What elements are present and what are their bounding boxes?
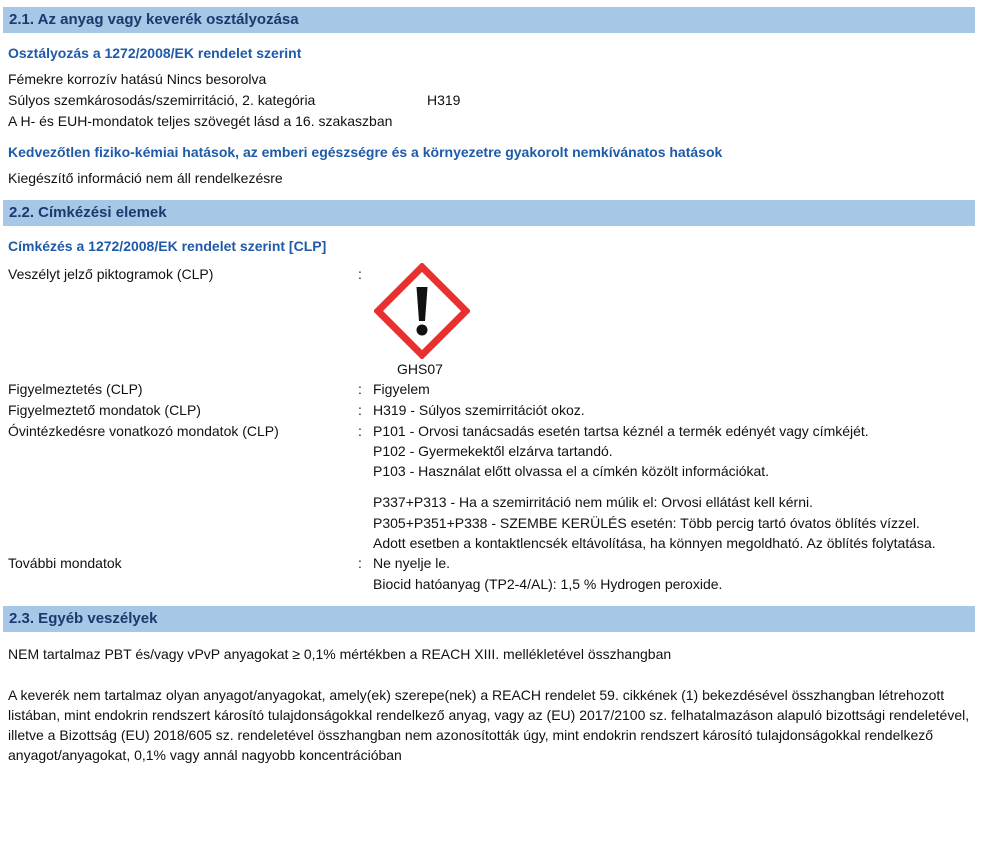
additional-statement-1: Ne nyelje le. [373, 555, 451, 571]
endocrine-statement: A keverék nem tartalmaz olyan anyagot/anyagokat, amely(ek) szerepe(nek) a REACH rendelet 59. cikkének (1) bekezdésével összhangban létrehozott listában, mint endokrin rendszert károsító tulajdonságokkal rendelkező anyag, vagy az (EU) 2017/2100 sz. felhatalmazáson alapuló bizottsági rendeletével, illetve a Bizottság (EU) 2018/605 sz. rendeletével összhangban nem azonosították úgy, mint endokrin rendszert károsító tulajdonságokkal rendelkező anyagot/anyagokat, 0,1% vagy annál nagyobb koncentrációban [8, 687, 970, 763]
page-edge-marker [993, 592, 999, 598]
exclamation-icon [374, 263, 470, 359]
colon: : [358, 423, 362, 439]
signal-word-value: Figyelem [373, 381, 430, 397]
section-2-2-header: 2.2. Címkézési elemek [3, 200, 975, 226]
colon: : [358, 402, 362, 418]
additional-statements-label: További mondatok [8, 555, 122, 571]
section-2-3-header: 2.3. Egyéb veszélyek [3, 606, 975, 632]
classification-hcode: H319 [427, 92, 461, 108]
classification-line-see-16: A H- és EUH-mondatok teljes szövegét lásd a 16. szakaszban [8, 113, 393, 129]
colon: : [358, 555, 362, 571]
precaution-p101: P101 - Orvosi tanácsadás esetén tartsa kéznél a termék edényét vagy címkéjét. [373, 423, 869, 439]
precautionary-statements-label: Óvintézkedésre vonatkozó mondatok (CLP) [8, 423, 279, 439]
precaution-p102: P102 - Gyermekektől elzárva tartandó. [373, 443, 613, 459]
additional-statement-2: Biocid hatóanyag (TP2-4/AL): 1,5 % Hydrogen peroxide. [373, 576, 723, 592]
labelling-subheading: Címkézés a 1272/2008/EK rendelet szerint [CLP] [8, 238, 327, 254]
classification-line-corrosive: Fémekre korrozív hatású Nincs besorolva [8, 71, 267, 87]
section-2-1-header: 2.1. Az anyag vagy keverék osztályozása [3, 7, 975, 33]
adverse-effects-subheading: Kedvezőtlen fiziko-kémiai hatások, az emberi egészségre és a környezetre gyakorolt nemkívánatos hatások [8, 144, 723, 160]
classification-subheading: Osztályozás a 1272/2008/EK rendelet szerint [8, 45, 302, 61]
adverse-effects-text: Kiegészítő információ nem áll rendelkezésre [8, 170, 283, 186]
precaution-p337-p313: P337+P313 - Ha a szemirritáció nem múlik el: Orvosi ellátást kell kérni. [373, 494, 814, 510]
classification-line-eye: Súlyos szemkárosodás/szemirritáció, 2. kategória [8, 92, 316, 108]
precaution-p305-continued: Adott esetben a kontaktlencsék eltávolítása, ha könnyen megoldható. Az öblítés folytatása. [373, 535, 936, 551]
precaution-p103: P103 - Használat előtt olvassa el a címkén közölt információkat. [373, 463, 770, 479]
signal-word-label: Figyelmeztetés (CLP) [8, 381, 143, 397]
colon: : [358, 381, 362, 397]
ghs-code-label: GHS07 [397, 361, 443, 377]
ghs07-pictogram [374, 263, 470, 362]
colon: : [358, 266, 362, 282]
pictogram-label: Veszélyt jelző piktogramok (CLP) [8, 266, 214, 282]
hazard-statements-label: Figyelmeztető mondatok (CLP) [8, 402, 201, 418]
precaution-p305-p351-p338: P305+P351+P338 - SZEMBE KERÜLÉS esetén: Több percig tartó óvatos öblítés vízzel. [373, 515, 920, 531]
hazard-statement-h319: H319 - Súlyos szemirritációt okoz. [373, 402, 585, 418]
pbt-statement: NEM tartalmaz PBT és/vagy vPvP anyagokat ≥ 0,1% mértékben a REACH XIII. mellékletével összhangban [8, 646, 672, 662]
